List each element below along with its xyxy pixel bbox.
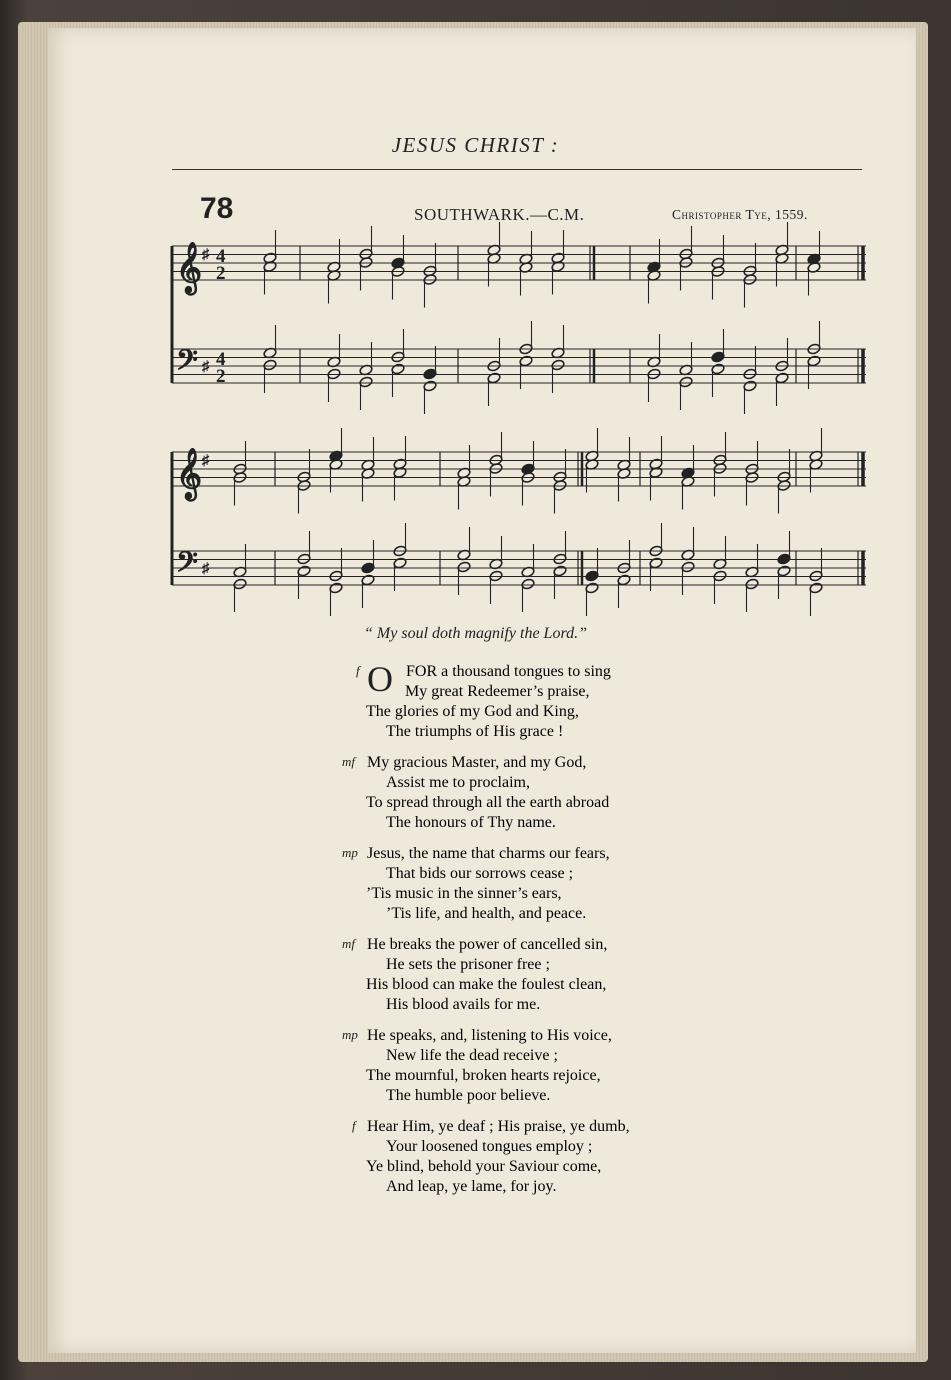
key-signature-sharp-icon: ♯: [202, 561, 210, 577]
dynamic-marking: mf: [342, 754, 355, 769]
time-signature-bottom: 2: [216, 366, 226, 387]
key-signature-sharp-icon: ♯: [202, 453, 210, 469]
verse-line: Jesus, the name that charms our fears,: [367, 845, 610, 862]
verse-line: The glories of my God and King,: [366, 703, 579, 720]
composer-credit: Christopher Tye, 1559.: [672, 207, 808, 222]
dynamic-marking: mp: [342, 845, 358, 860]
dynamic-marking: f: [356, 663, 360, 678]
verse-line: The honours of Thy name.: [386, 814, 556, 831]
hymn-number: 78: [200, 192, 234, 225]
key-signature-sharp-icon: ♯: [202, 359, 210, 375]
verse-line: His blood can make the foulest clean,: [366, 976, 607, 993]
verse-line: Your loosened tongues employ ;: [386, 1138, 593, 1155]
verse-line: FOR a thousand tongues to sing: [406, 663, 611, 680]
verse-line: My gracious Master, and my God,: [367, 754, 587, 771]
treble-clef-icon: 𝄞: [176, 449, 203, 498]
dynamic-marking: f: [352, 1118, 356, 1133]
verse-line: Hear Him, ye deaf ; His praise, ye dumb,: [367, 1118, 630, 1135]
verse-line: He sets the prisoner free ;: [386, 956, 550, 973]
bass-clef-icon: 𝄢: [176, 548, 198, 585]
key-signature-sharp-icon: ♯: [202, 247, 210, 263]
verse-line: Ye blind, behold your Saviour come,: [366, 1158, 602, 1175]
verse-line: ’Tis life, and health, and peace.: [386, 905, 587, 922]
dynamic-marking: mp: [342, 1027, 358, 1042]
verse-line: That bids our sorrows cease ;: [386, 865, 574, 882]
music-score: [0, 0, 951, 620]
verse-line: To spread through all the earth abroad: [366, 794, 610, 811]
verse-line: My great Redeemer’s praise,: [405, 683, 590, 700]
verse-line: He speaks, and, listening to His voice,: [367, 1027, 612, 1044]
verse-line: The humble poor believe.: [386, 1087, 551, 1104]
time-signature-top: 4: [216, 349, 226, 370]
verse-line: His blood avails for me.: [386, 996, 541, 1013]
verse-line: Assist me to proclaim,: [386, 774, 530, 791]
dynamic-marking: mf: [342, 936, 355, 951]
verse-line: ’Tis music in the sinner’s ears,: [366, 885, 562, 902]
bass-clef-icon: 𝄢: [176, 346, 198, 383]
verse-line: The mournful, broken hearts rejoice,: [366, 1067, 601, 1084]
running-head: JESUS CHRIST :: [391, 133, 560, 157]
time-signature-top: 4: [216, 246, 226, 267]
treble-clef-icon: 𝄞: [176, 243, 203, 292]
verse-line: The triumphs of His grace !: [386, 723, 564, 740]
time-signature-bottom: 2: [216, 263, 226, 284]
verse-line: He breaks the power of cancelled sin,: [367, 936, 608, 953]
verse-line: New life the dead receive ;: [386, 1047, 558, 1064]
epigraph: “ My soul doth magnify the Lord.”: [364, 625, 587, 642]
verse-line: And leap, ye lame, for joy.: [386, 1178, 557, 1195]
drop-capital: O: [367, 659, 393, 699]
tune-name: SOUTHWARK.—C.M.: [414, 205, 585, 224]
